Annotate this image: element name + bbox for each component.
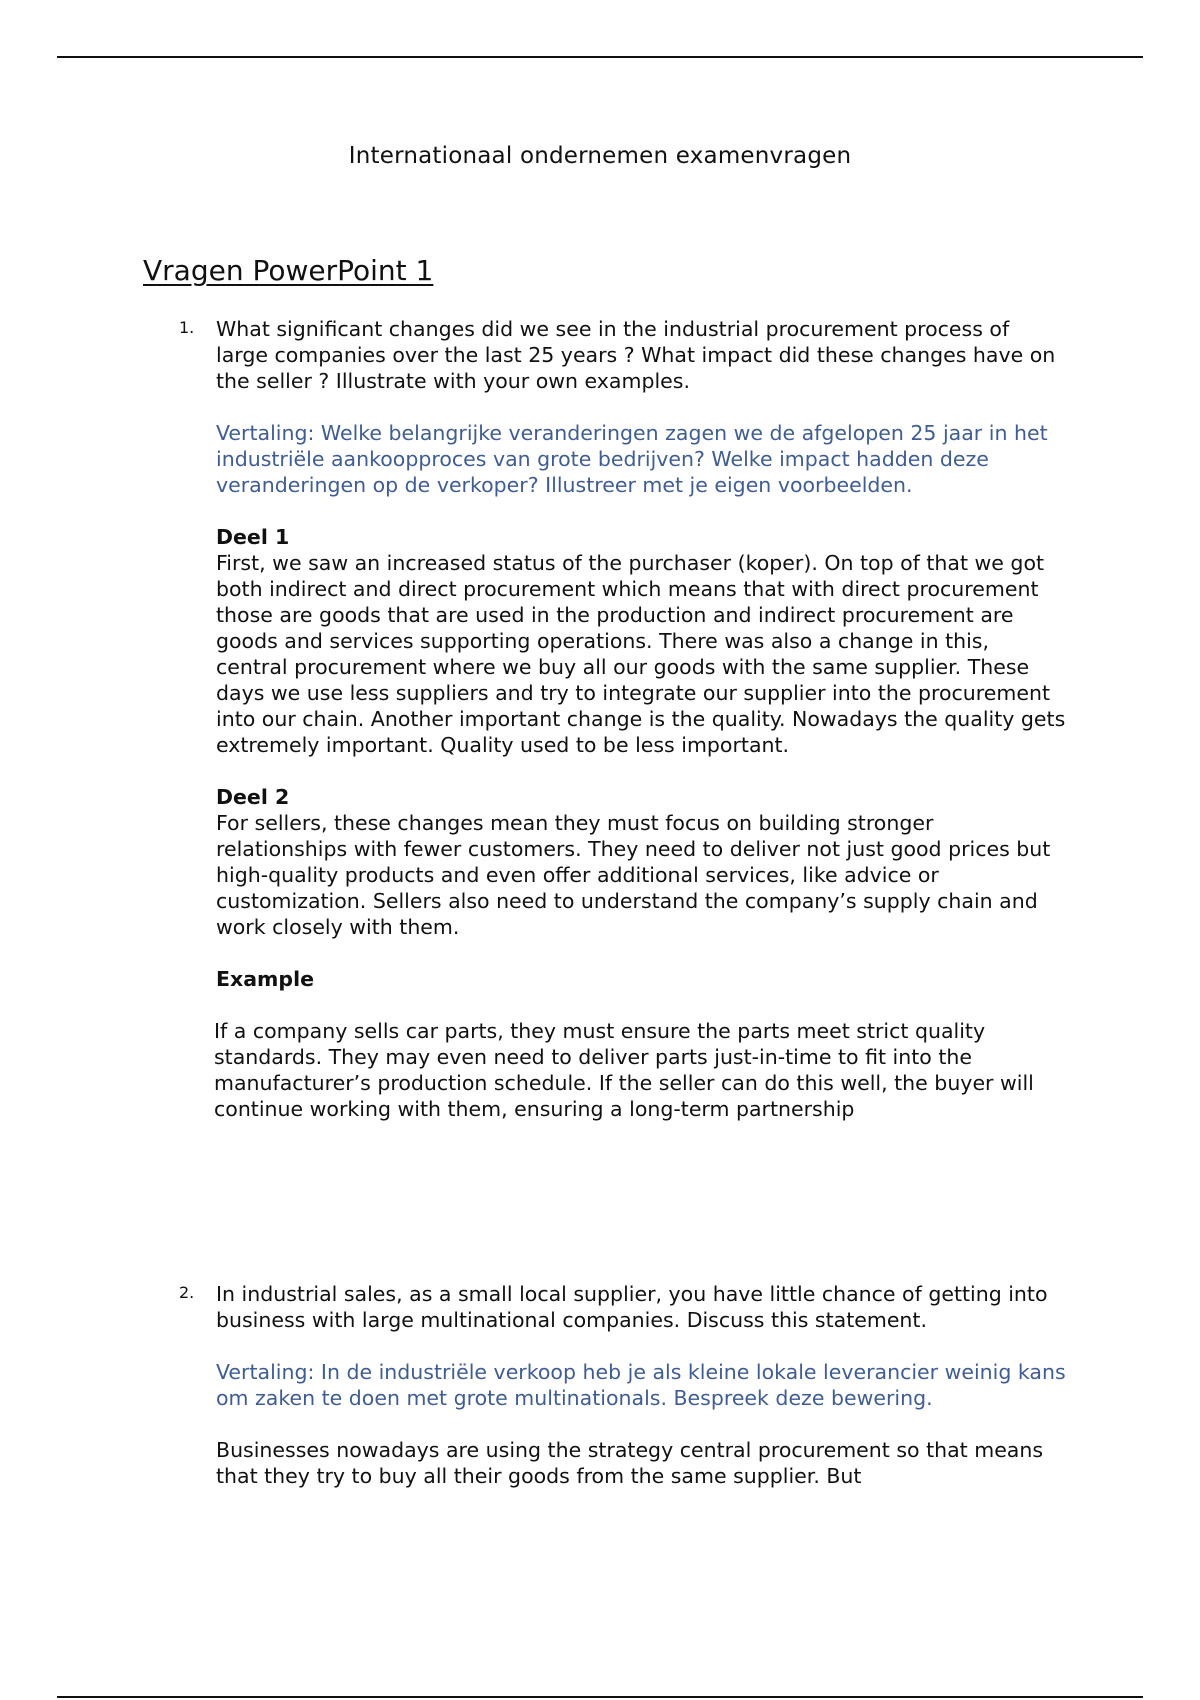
part-text: For sellers, these changes mean they must focus on building stronger relationships with fewer customers. They need to deliver not just good prices but high-quality products and even offer additional services, like advice or customization. Sellers also need to understand the company’s supply chain and work closely with them. <box>216 811 1051 939</box>
translation-text: Vertaling: In de industriële verkoop heb je als kleine lokale leverancier weinig kans om zaken te doen met grote multinationals. Bespreek deze bewering. <box>216 1360 1066 1410</box>
translation-text: Vertaling: Welke belangrijke veranderingen zagen we de afgelopen 25 jaar in het industriële aankoopproces van grote bedrijven? Welke impact hadden deze veranderingen op de verkoper? Illustreer met je eigen voorbeelden. <box>216 421 1048 497</box>
question-number: 2. <box>179 1283 195 1302</box>
part-heading: Deel 1 <box>216 525 290 549</box>
document-title: Internationaal ondernemen examenvragen <box>348 143 852 169</box>
question-block-1 <box>179 316 1066 1122</box>
bottom-rule <box>57 1696 1143 1698</box>
example-text: If a company sells car parts, they must ensure the parts meet strict quality standards. They may even need to deliver parts just-in-time to fit into the manufacturer’s production schedule. If the seller can do this well, the buyer will continue working with them, ensuring a long-term partnership <box>214 1019 1034 1121</box>
question-block-2 <box>179 1281 1066 1489</box>
part-heading: Deel 2 <box>216 785 290 809</box>
question-text: What significant changes did we see in the industrial procurement process of large companies over the last 25 years ? What impact did these changes have on the seller ? Illustrate with your own examples. <box>216 317 1056 393</box>
example-heading: Example <box>216 967 315 991</box>
question-text: In industrial sales, as a small local supplier, you have little chance of getting into business with large multinational companies. Discuss this statement. <box>216 1282 1048 1332</box>
top-rule <box>57 56 1143 58</box>
part-text: First, we saw an increased status of the purchaser (koper). On top of that we got both indirect and direct procurement which means that with direct procurement those are goods that are used in the production and indirect procurement are goods and services supporting operations. There was also a change in this, central procurement where we buy all our goods with the same supplier. These days we use less suppliers and try to integrate our supplier into the procurement into our chain. Another important change is the quality. Nowadays the quality gets extremely important. Quality used to be less important. <box>216 551 1066 757</box>
question-number: 1. <box>179 318 195 337</box>
answer-text: Businesses nowadays are using the strategy central procurement so that means that they try to buy all their goods from the same supplier. But <box>216 1438 1044 1488</box>
section-heading: Vragen PowerPoint 1 <box>143 254 434 287</box>
